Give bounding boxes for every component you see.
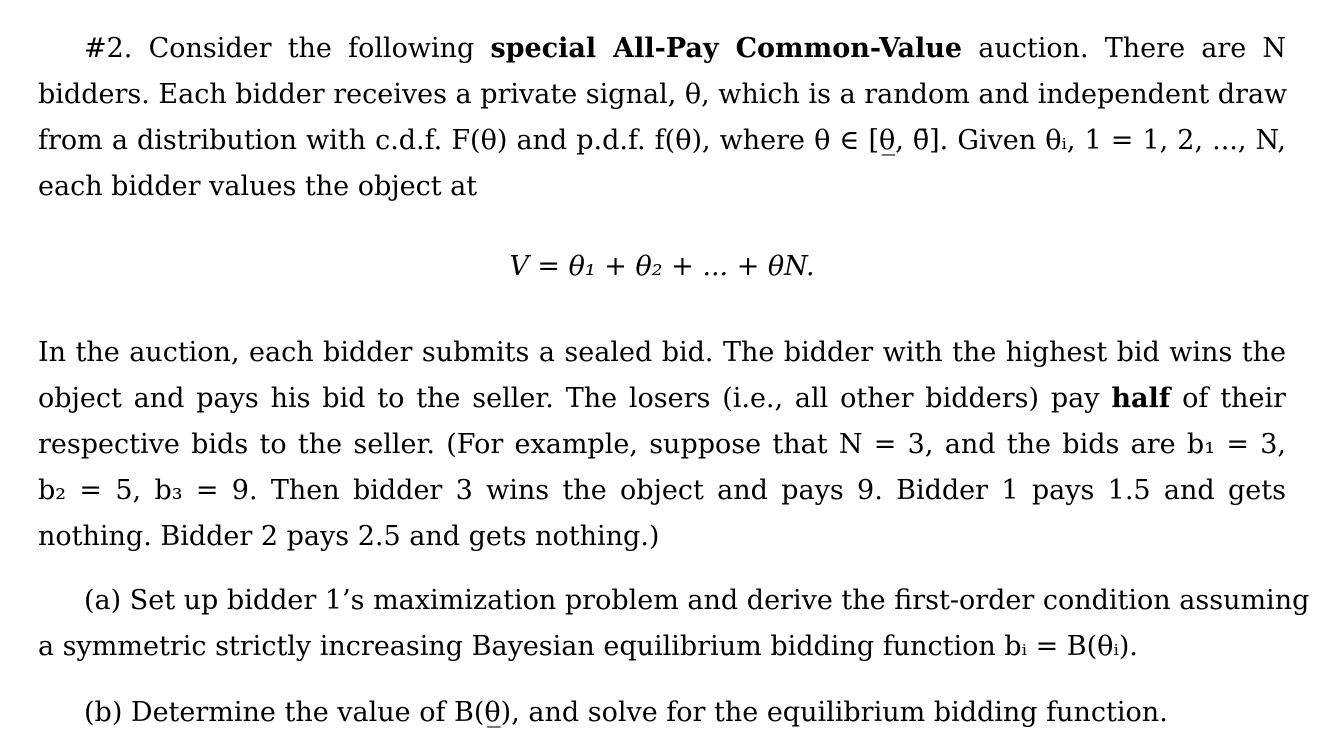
intro-line-1: #2. Consider the following special All-Pay Common-Value auction. There are N xyxy=(84,33,1286,64)
intro-line-3: from a distribution with c.d.f. F(θ) and p.d.f. f(θ), where θ ∈ [θ̲, θ̄]. Given θᵢ, 1 = 1, 2, ..., N, xyxy=(38,125,1286,156)
part-b-line: (b) Determine the value of B(θ̲), and solve for the equilibrium bidding function. xyxy=(84,697,1168,728)
auction-line-3: respective bids to the seller. (For example, suppose that N = 3, and the bids are b₁ = 3, xyxy=(38,429,1286,460)
intro-line-4: each bidder values the object at xyxy=(38,171,478,202)
problem-intro xyxy=(38,26,1286,210)
auction-line-5: nothing. Bidder 2 pays 2.5 and gets nothing.) xyxy=(38,521,660,552)
half-emphasis: half xyxy=(1111,383,1171,414)
part-a-line-2: a symmetric strictly increasing Bayesian equilibrium bidding function bᵢ = B(θᵢ). xyxy=(38,631,1138,662)
auction-line-4: b₂ = 5, b₃ = 9. Then bidder 3 wins the object and pays 9. Bidder 1 pays 1.5 and gets xyxy=(38,475,1286,506)
value-equation: V = θ₁ + θ₂ + ... + θN. xyxy=(509,251,815,282)
auction-type: special All-Pay Common-Value xyxy=(490,33,963,64)
part-a xyxy=(38,578,1310,670)
auction-line-2: object and pays his bid to the seller. The losers (i.e., all other bidders) pay half of their xyxy=(38,383,1286,414)
part-b xyxy=(38,690,1286,736)
problem-number: #2. xyxy=(84,33,133,64)
part-a-line-1: (a) Set up bidder 1’s maximization problem and derive the first-order condition assuming xyxy=(84,585,1310,616)
auction-line-1: In the auction, each bidder submits a sealed bid. The bidder with the highest bid wins the xyxy=(38,337,1286,368)
problem-page xyxy=(38,26,1310,736)
auction-rules xyxy=(38,330,1286,560)
intro-line-2: bidders. Each bidder receives a private signal, θ, which is a random and independent draw xyxy=(38,79,1288,110)
